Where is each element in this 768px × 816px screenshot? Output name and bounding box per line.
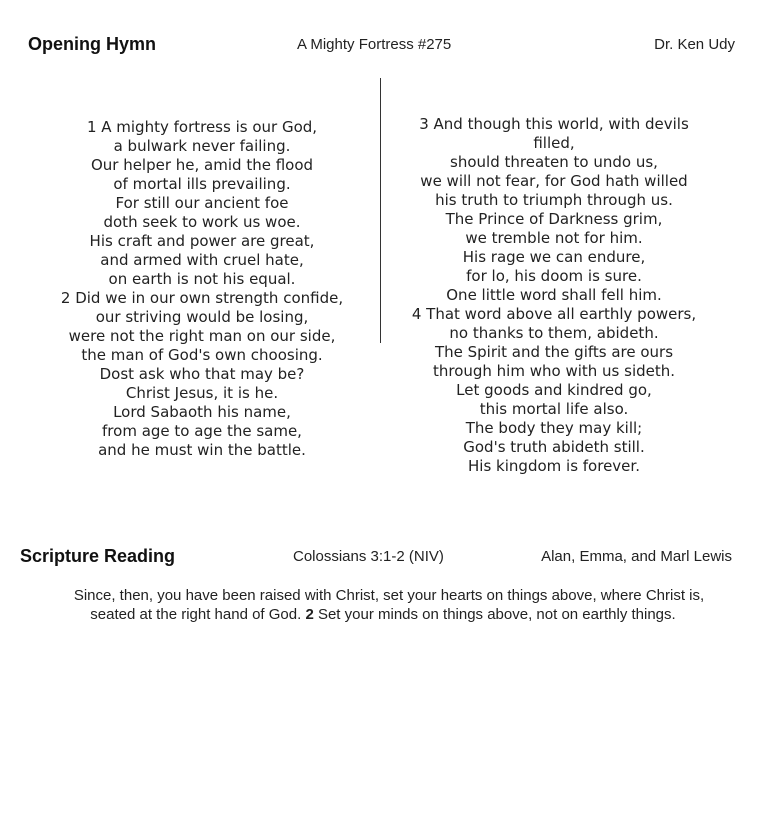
hymn-line: this mortal life also. — [479, 400, 629, 418]
scripture-reference: Colossians 3:1-2 (NIV) — [293, 548, 444, 565]
passage-line: Since, then, you have been raised with Christ, set your hearts on things above, where Christ is, — [73, 587, 705, 604]
hymn-line: and he must win the battle. — [98, 441, 306, 459]
opening-hymn-title: Opening Hymn — [28, 34, 157, 54]
hymn-line: Christ Jesus, it is he. — [125, 384, 279, 402]
hymn-line: our striving would be losing, — [95, 308, 309, 326]
passage-text: seated at the right hand of God. — [90, 606, 306, 623]
hymn-line: The body they may kill; — [465, 419, 643, 437]
hymn-line: no thanks to them, abideth. — [449, 324, 659, 342]
passage-text: Set your minds on things above, not on earthly things. — [313, 606, 676, 623]
hymn-line: His craft and power are great, — [89, 232, 315, 250]
hymn-line: and armed with cruel hate, — [100, 251, 304, 269]
hymn-line: on earth is not his equal. — [108, 270, 296, 288]
hymn-line: from age to age the same, — [102, 422, 302, 440]
scripture-passage — [0, 586, 768, 624]
hymn-leader: Dr. Ken Udy — [654, 36, 735, 53]
hymn-line: God's truth abideth still. — [463, 438, 645, 456]
scripture-reading-title: Scripture Reading — [20, 546, 176, 566]
hymn-column-left — [22, 118, 382, 460]
scripture-readers: Alan, Emma, and Marl Lewis — [541, 548, 732, 565]
hymn-line: should threaten to undo us, — [450, 153, 658, 171]
hymn-line: Lord Sabaoth his name, — [113, 403, 291, 421]
hymn-line: One little word shall fell him. — [446, 286, 662, 304]
hymn-line: through him who with us sideth. — [432, 362, 676, 380]
hymn-line: Our helper he, amid the flood — [90, 156, 314, 174]
hymn-line: Let goods and kindred go, — [456, 381, 652, 399]
hymn-line: 4 That word above all earthly powers, — [411, 305, 697, 323]
hymn-line: The Prince of Darkness grim, — [445, 210, 663, 228]
hymn-line: his truth to triumph through us. — [435, 191, 673, 209]
hymn-line: Dost ask who that may be? — [99, 365, 305, 383]
hymn-line: of mortal ills prevailing. — [113, 175, 291, 193]
hymn-line: doth seek to work us woe. — [103, 213, 301, 231]
hymn-title: A Mighty Fortress #275 — [297, 36, 452, 53]
hymn-line: we will not fear, for God hath willed — [420, 172, 688, 190]
hymn-line: the man of God's own choosing. — [81, 346, 323, 364]
hymn-line: filled, — [533, 134, 575, 152]
hymn-line: 1 A mighty fortress is our God, — [86, 118, 318, 136]
hymn-line: His rage we can endure, — [462, 248, 646, 266]
hymn-line: His kingdom is forever. — [468, 457, 640, 475]
hymn-line: we tremble not for him. — [465, 229, 643, 247]
hymn-column-right — [374, 115, 734, 476]
hymn-line: for lo, his doom is sure. — [466, 267, 642, 285]
hymn-line: a bulwark never failing. — [113, 137, 291, 155]
verse-number: 2 — [305, 606, 314, 623]
hymn-line: The Spirit and the gifts are ours — [434, 343, 674, 361]
hymn-line: 2 Did we in our own strength confide, — [60, 289, 344, 307]
passage-line — [0, 605, 768, 624]
hymn-line: For still our ancient foe — [115, 194, 289, 212]
hymn-line: 3 And though this world, with devils — [419, 115, 689, 133]
hymn-line: were not the right man on our side, — [68, 327, 336, 345]
